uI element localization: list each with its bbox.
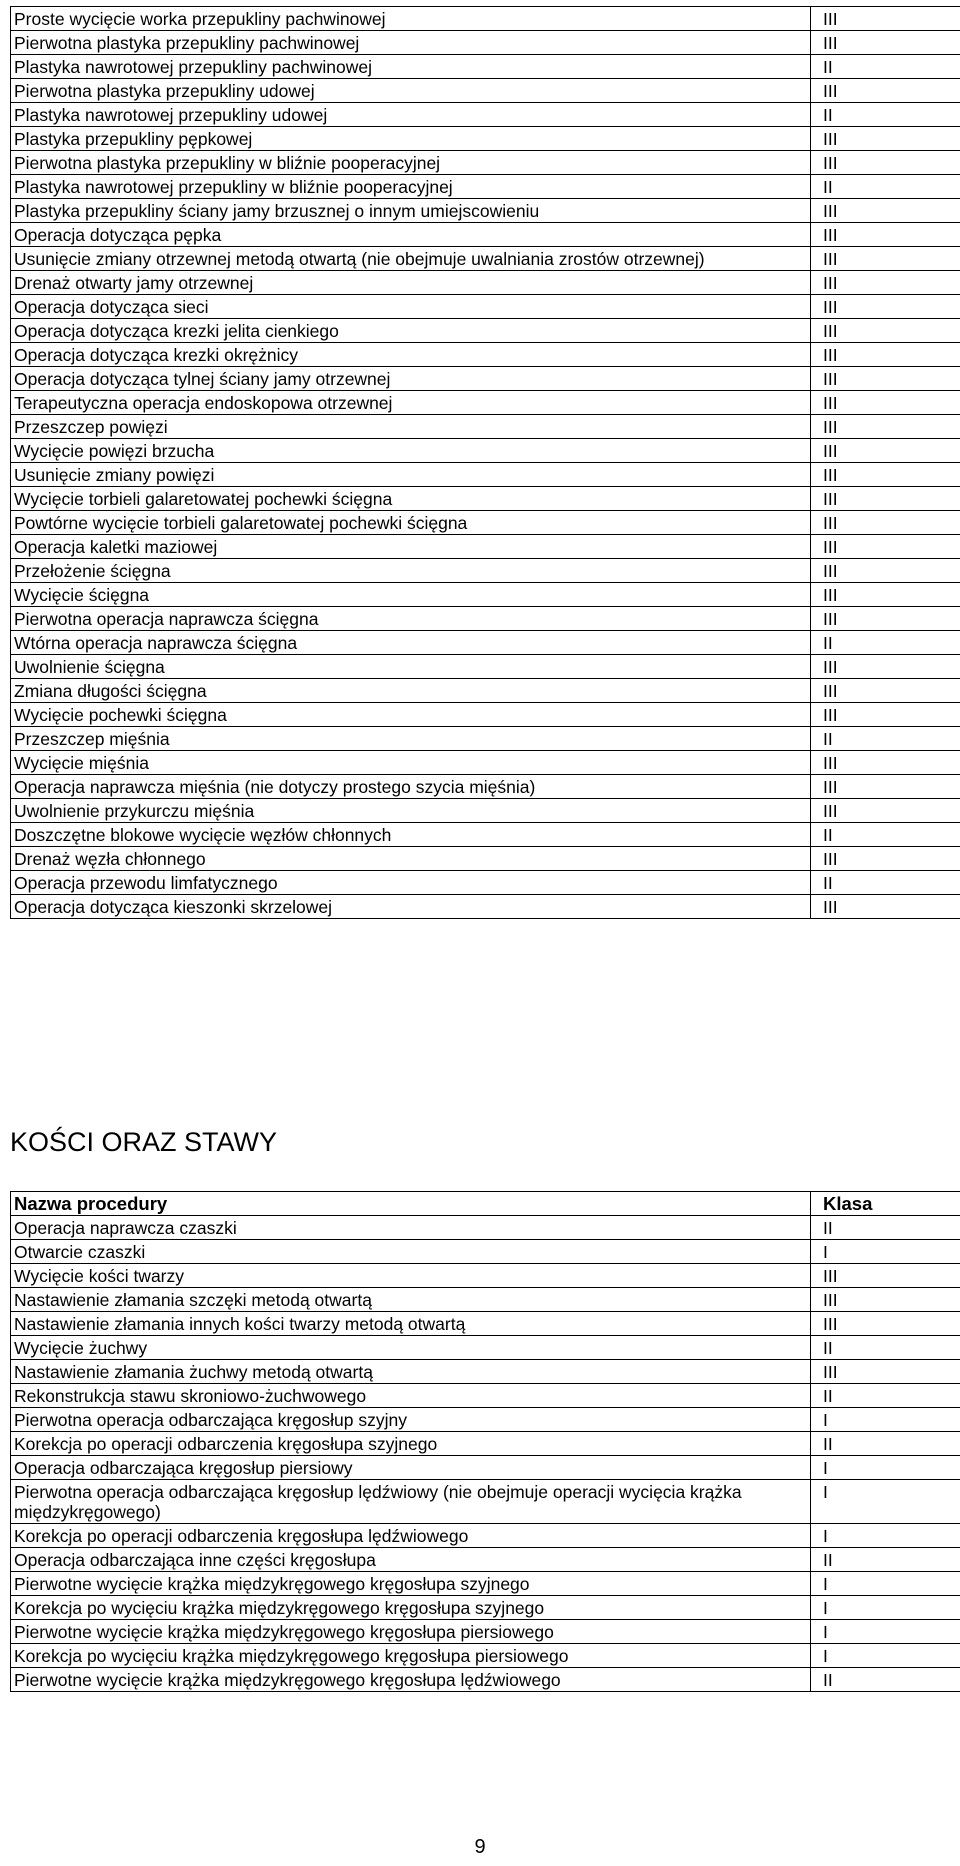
procedure-class: I [811, 1240, 960, 1264]
procedure-class: III [811, 367, 960, 391]
table-row [11, 127, 960, 151]
procedure-class: III [811, 775, 960, 799]
table-row [11, 1336, 960, 1360]
procedure-name: Uwolnienie przykurczu mięśnia [11, 799, 811, 823]
procedure-name: Operacja dotycząca krezki jelita cienkiego [11, 319, 811, 343]
table-row [11, 1264, 960, 1288]
table-row [11, 295, 960, 319]
procedure-name: Operacja naprawcza mięśnia (nie dotyczy prostego szycia mięśnia) [11, 775, 811, 799]
procedure-name: Uwolnienie ścięgna [11, 655, 811, 679]
table-row [11, 319, 960, 343]
procedure-class: III [811, 607, 960, 631]
procedure-class: III [811, 391, 960, 415]
table-row [11, 751, 960, 775]
procedure-name: Wycięcie kości twarzy [11, 1264, 811, 1288]
procedure-class: II [811, 1668, 960, 1692]
procedure-name: Plastyka nawrotowej przepukliny pachwinowej [11, 55, 811, 79]
procedure-name: Przeszczep powięzi [11, 415, 811, 439]
procedure-class: III [811, 343, 960, 367]
procedure-class: III [811, 199, 960, 223]
table-row [11, 799, 960, 823]
table-row [11, 1596, 960, 1620]
procedure-class: III [811, 223, 960, 247]
procedure-name: Operacja odbarczająca kręgosłup piersiowy [11, 1456, 811, 1480]
table-row [11, 175, 960, 199]
procedure-name: Operacja odbarczająca inne części kręgosłupa [11, 1548, 811, 1572]
table-row [11, 343, 960, 367]
procedure-class: III [811, 79, 960, 103]
table-row [11, 223, 960, 247]
procedure-class: III [811, 1264, 960, 1288]
procedure-name: Korekcja po operacji odbarczenia kręgosłupa szyjnego [11, 1432, 811, 1456]
procedure-name: Drenaż otwarty jamy otrzewnej [11, 271, 811, 295]
procedure-class: III [811, 679, 960, 703]
procedure-name: Operacja dotycząca krezki okrężnicy [11, 343, 811, 367]
procedure-name: Nastawienie złamania innych kości twarzy metodą otwartą [11, 1312, 811, 1336]
table-row [11, 871, 960, 895]
procedure-class: II [811, 1384, 960, 1408]
procedure-class: III [811, 487, 960, 511]
procedure-class: III [811, 583, 960, 607]
table-row [11, 703, 960, 727]
procedure-name: Operacja dotycząca tylnej ściany jamy otrzewnej [11, 367, 811, 391]
table-row [11, 847, 960, 871]
procedure-name: Otwarcie czaszki [11, 1240, 811, 1264]
procedure-name: Plastyka przepukliny ściany jamy brzusznej o innym umiejscowieniu [11, 199, 811, 223]
procedure-name: Operacja dotycząca pępka [11, 223, 811, 247]
procedure-name: Usunięcie zmiany powięzi [11, 463, 811, 487]
procedures-table-top [10, 6, 960, 919]
procedure-name: Wycięcie żuchwy [11, 1336, 811, 1360]
procedure-name: Wycięcie torbieli galaretowatej pochewki ścięgna [11, 487, 811, 511]
procedure-class: II [811, 631, 960, 655]
table-row [11, 271, 960, 295]
procedure-name: Wycięcie pochewki ścięgna [11, 703, 811, 727]
procedure-class: I [811, 1408, 960, 1432]
table-row [11, 823, 960, 847]
table-row [11, 511, 960, 535]
procedure-class: III [811, 439, 960, 463]
procedure-name: Pierwotna operacja odbarczająca kręgosłup lędźwiowy (nie obejmuje operacji wycięcia krążka międzykręgowego) [11, 1480, 811, 1524]
table-row [11, 559, 960, 583]
header-procedure-name: Nazwa procedury [11, 1192, 811, 1216]
procedure-name: Zmiana długości ścięgna [11, 679, 811, 703]
procedure-class: III [811, 31, 960, 55]
procedure-class: III [811, 559, 960, 583]
procedure-class: I [811, 1480, 960, 1524]
table-header-row [11, 1192, 960, 1216]
procedure-name: Pierwotna plastyka przepukliny udowej [11, 79, 811, 103]
procedure-name: Plastyka przepukliny pępkowej [11, 127, 811, 151]
procedure-name: Przeszczep mięśnia [11, 727, 811, 751]
procedure-name: Wtórna operacja naprawcza ścięgna [11, 631, 811, 655]
procedure-name: Terapeutyczna operacja endoskopowa otrzewnej [11, 391, 811, 415]
procedure-class: II [811, 55, 960, 79]
table-row [11, 31, 960, 55]
procedure-class: II [811, 1216, 960, 1240]
table-row [11, 1524, 960, 1548]
procedure-class: I [811, 1644, 960, 1668]
procedure-name: Korekcja po operacji odbarczenia kręgosłupa lędźwiowego [11, 1524, 811, 1548]
procedures-table-bones-joints-body [11, 1216, 960, 1692]
table-row [11, 391, 960, 415]
procedure-class: I [811, 1572, 960, 1596]
table-row [11, 1312, 960, 1336]
procedure-class: II [811, 1548, 960, 1572]
procedure-class: III [811, 415, 960, 439]
page-number: 9 [474, 1836, 486, 1858]
table-row [11, 727, 960, 751]
procedure-class: III [811, 295, 960, 319]
table-row [11, 631, 960, 655]
procedures-table-bones-joints [10, 1191, 960, 1692]
table-row [11, 103, 960, 127]
table-row [11, 367, 960, 391]
procedure-class: III [811, 1360, 960, 1384]
table-row [11, 583, 960, 607]
procedure-class: III [811, 127, 960, 151]
table-row [11, 415, 960, 439]
table-row [11, 463, 960, 487]
procedure-name: Pierwotna operacja naprawcza ścięgna [11, 607, 811, 631]
section-title: KOŚCI ORAZ STAWY [10, 1127, 278, 1157]
procedure-name: Doszczętne blokowe wycięcie węzłów chłonnych [11, 823, 811, 847]
procedure-name: Korekcja po wycięciu krążka międzykręgowego kręgosłupa piersiowego [11, 1644, 811, 1668]
procedure-name: Pierwotne wycięcie krążka międzykręgowego kręgosłupa piersiowego [11, 1620, 811, 1644]
procedure-name: Plastyka nawrotowej przepukliny udowej [11, 103, 811, 127]
table-row [11, 487, 960, 511]
table-row [11, 1384, 960, 1408]
procedure-name: Drenaż węzła chłonnego [11, 847, 811, 871]
table-row [11, 679, 960, 703]
procedure-class: III [811, 319, 960, 343]
procedure-class: I [811, 1524, 960, 1548]
procedure-class: III [811, 847, 960, 871]
table-row [11, 1620, 960, 1644]
table-row [11, 895, 960, 919]
procedure-class: III [811, 655, 960, 679]
table-row [11, 655, 960, 679]
table-row [11, 1456, 960, 1480]
procedure-name: Pierwotne wycięcie krążka międzykręgowego kręgosłupa lędźwiowego [11, 1668, 811, 1692]
table-row [11, 439, 960, 463]
table-row [11, 151, 960, 175]
procedure-name: Usunięcie zmiany otrzewnej metodą otwartą (nie obejmuje uwalniania zrostów otrzewnej) [11, 247, 811, 271]
procedure-class: III [811, 247, 960, 271]
procedure-name: Wycięcie powięzi brzucha [11, 439, 811, 463]
table-row [11, 607, 960, 631]
table-row [11, 1360, 960, 1384]
procedure-class: I [811, 1456, 960, 1480]
procedure-name: Powtórne wycięcie torbieli galaretowatej pochewki ścięgna [11, 511, 811, 535]
table-row [11, 1480, 960, 1524]
procedure-class: II [811, 823, 960, 847]
procedure-class: I [811, 1620, 960, 1644]
procedure-name: Przełożenie ścięgna [11, 559, 811, 583]
procedure-name: Operacja naprawcza czaszki [11, 1216, 811, 1240]
procedure-class: III [811, 703, 960, 727]
procedure-name: Wycięcie mięśnia [11, 751, 811, 775]
procedure-class: II [811, 175, 960, 199]
procedure-name: Plastyka nawrotowej przepukliny w bliźnie pooperacyjnej [11, 175, 811, 199]
procedure-class: II [811, 871, 960, 895]
procedure-name: Nastawienie złamania żuchwy metodą otwartą [11, 1360, 811, 1384]
procedure-class: III [811, 1312, 960, 1336]
procedure-name: Nastawienie złamania szczęki metodą otwartą [11, 1288, 811, 1312]
procedure-name: Korekcja po wycięciu krążka międzykręgowego kręgosłupa szyjnego [11, 1596, 811, 1620]
procedure-name: Operacja dotycząca sieci [11, 295, 811, 319]
procedure-class: III [811, 1288, 960, 1312]
procedure-name: Operacja kaletki maziowej [11, 535, 811, 559]
table-row [11, 199, 960, 223]
procedure-class: II [811, 103, 960, 127]
table-row [11, 247, 960, 271]
table-row [11, 1572, 960, 1596]
procedure-name: Operacja przewodu limfatycznego [11, 871, 811, 895]
procedure-name: Proste wycięcie worka przepukliny pachwinowej [11, 7, 811, 31]
table-row [11, 1548, 960, 1572]
procedure-class: II [811, 727, 960, 751]
table-row [11, 79, 960, 103]
table-row [11, 1668, 960, 1692]
table-row [11, 7, 960, 31]
procedure-class: II [811, 1336, 960, 1360]
procedure-class: III [811, 7, 960, 31]
procedure-class: III [811, 463, 960, 487]
table-row [11, 55, 960, 79]
procedure-name: Pierwotne wycięcie krążka międzykręgowego kręgosłupa szyjnego [11, 1572, 811, 1596]
table-row [11, 1216, 960, 1240]
procedures-table-top-body [11, 7, 960, 919]
procedure-class: II [811, 1432, 960, 1456]
procedure-class: III [811, 895, 960, 919]
table-row [11, 775, 960, 799]
procedure-class: III [811, 271, 960, 295]
procedure-class: III [811, 535, 960, 559]
table-row [11, 535, 960, 559]
table-row [11, 1288, 960, 1312]
procedure-class: III [811, 799, 960, 823]
table-row [11, 1240, 960, 1264]
procedure-class: III [811, 151, 960, 175]
procedure-class: III [811, 751, 960, 775]
header-class: Klasa [811, 1192, 960, 1216]
table-row [11, 1644, 960, 1668]
procedure-name: Pierwotna operacja odbarczająca kręgosłup szyjny [11, 1408, 811, 1432]
procedure-class: III [811, 511, 960, 535]
procedure-name: Pierwotna plastyka przepukliny w bliźnie pooperacyjnej [11, 151, 811, 175]
procedure-class: I [811, 1596, 960, 1620]
table-row [11, 1432, 960, 1456]
procedure-name: Pierwotna plastyka przepukliny pachwinowej [11, 31, 811, 55]
procedure-name: Rekonstrukcja stawu skroniowo-żuchwowego [11, 1384, 811, 1408]
procedure-name: Wycięcie ścięgna [11, 583, 811, 607]
procedure-name: Operacja dotycząca kieszonki skrzelowej [11, 895, 811, 919]
table-row [11, 1408, 960, 1432]
